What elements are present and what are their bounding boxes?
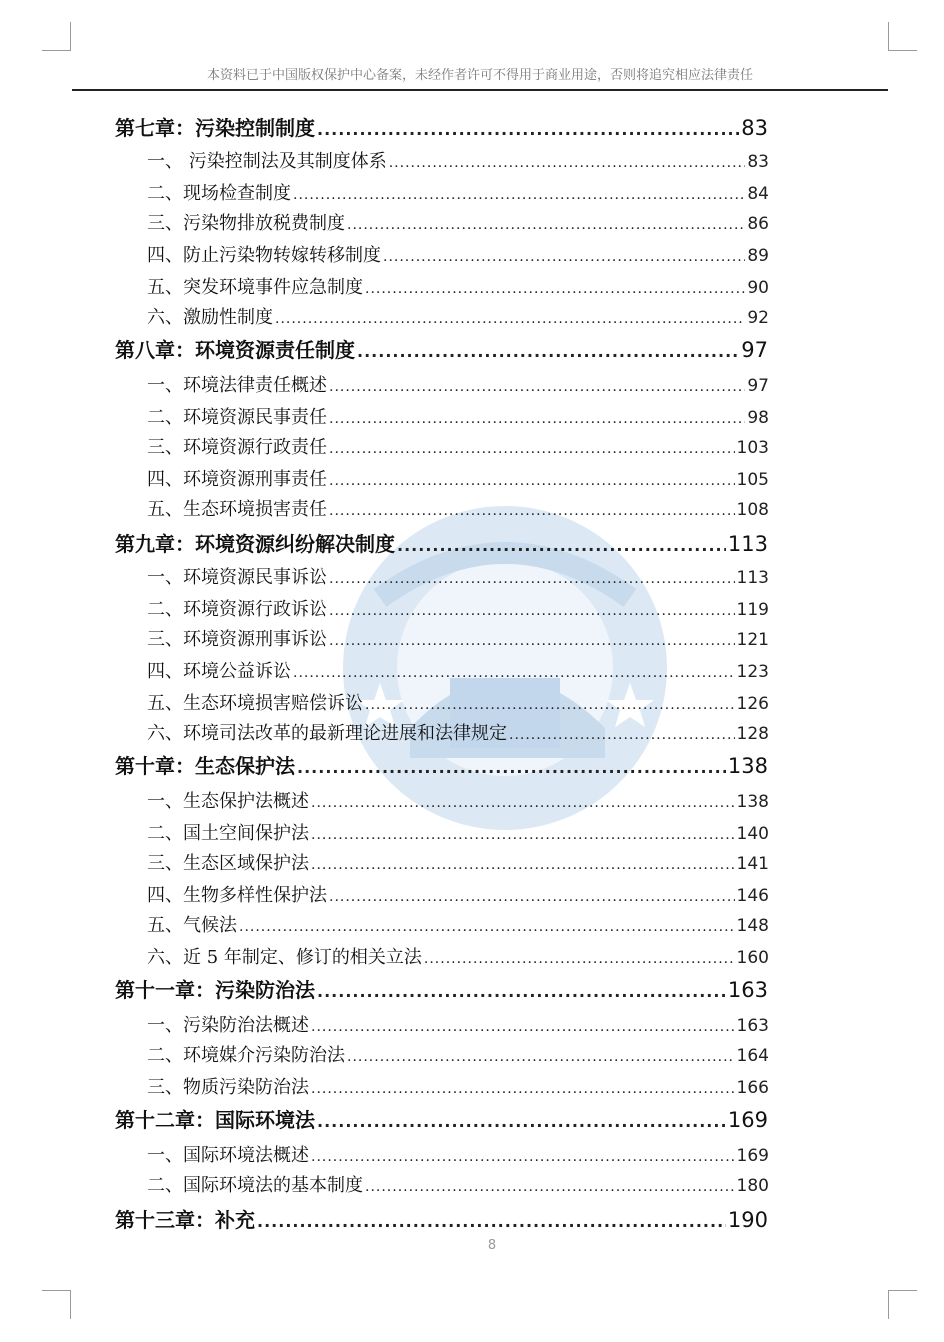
toc-chapter-entry[interactable] <box>115 750 768 779</box>
toc-entry-page: 148 <box>736 916 769 936</box>
dot-leader <box>311 795 735 811</box>
toc-entry-title: 二、国土空间保护法 <box>147 823 309 844</box>
dot-leader <box>275 311 745 327</box>
toc-entry-page: 169 <box>736 1146 769 1166</box>
toc-entry-page: 138 <box>736 792 769 812</box>
toc-entry-page: 140 <box>736 824 769 844</box>
toc-entry-page: 141 <box>736 854 769 874</box>
dot-leader <box>329 503 735 519</box>
dot-leader <box>311 857 735 873</box>
toc-entry-title: 二、环境资源行政诉讼 <box>147 599 327 620</box>
toc-chapter-entry[interactable] <box>115 1104 768 1133</box>
dot-leader <box>293 665 735 681</box>
toc-section-entry[interactable] <box>147 881 769 907</box>
dot-leader <box>329 411 745 427</box>
toc-section-entry[interactable] <box>147 943 769 969</box>
toc-entry-title: 第八章：环境资源责任制度 <box>115 338 355 362</box>
dot-leader <box>317 1112 726 1131</box>
toc-entry-page: 166 <box>736 1078 769 1098</box>
toc-entry-title: 四、防止污染物转嫁转移制度 <box>147 245 381 266</box>
toc-entry-title: 第十二章：国际环境法 <box>115 1108 315 1132</box>
toc-chapter-entry[interactable] <box>115 528 768 557</box>
toc-section-entry[interactable] <box>147 819 769 845</box>
toc-entry-page: 169 <box>727 1108 768 1132</box>
toc-entry-title: 一、环境资源民事诉讼 <box>147 567 327 588</box>
dot-leader <box>329 571 735 587</box>
toc-section-entry[interactable] <box>147 849 769 875</box>
toc-entry-title: 二、国际环境法的基本制度 <box>147 1175 363 1196</box>
toc-section-entry[interactable] <box>147 1041 769 1067</box>
toc-entry-page: 163 <box>736 1016 769 1036</box>
dot-leader <box>311 1081 735 1097</box>
toc-entry-page: 83 <box>741 116 768 140</box>
toc-entry-page: 89 <box>747 246 769 266</box>
toc-entry-title: 四、生物多样性保护法 <box>147 885 327 906</box>
toc-entry-title: 五、突发环境事件应急制度 <box>147 277 363 298</box>
dot-leader <box>311 827 735 843</box>
toc-section-entry[interactable] <box>147 1073 769 1099</box>
toc-entry-title: 三、生态区域保护法 <box>147 853 309 874</box>
dot-leader <box>357 342 739 361</box>
toc-entry-page: 108 <box>736 500 769 520</box>
toc-section-entry[interactable] <box>147 657 769 683</box>
toc-chapter-entry[interactable] <box>115 334 768 363</box>
dot-leader <box>311 1019 735 1035</box>
toc-entry-title: 一、国际环境法概述 <box>147 1145 309 1166</box>
copyright-header-note: 本资料已于中国版权保护中心备案，未经作者许可不得用于商业用途，否则将追究相应法律责任 <box>206 68 753 83</box>
dot-leader <box>389 155 746 171</box>
toc-chapter-entry[interactable] <box>115 1204 768 1233</box>
toc-section-entry[interactable] <box>147 465 769 491</box>
dot-leader <box>239 919 735 935</box>
dot-leader <box>329 889 735 905</box>
dot-leader <box>365 281 745 297</box>
toc-entry-page: 113 <box>727 532 768 556</box>
toc-section-entry[interactable] <box>147 495 769 521</box>
toc-entry-page: 86 <box>747 214 769 234</box>
dot-leader <box>329 633 735 649</box>
dot-leader <box>317 982 726 1001</box>
toc-entry-title: 第十一章：污染防治法 <box>115 978 315 1002</box>
toc-entry-page: 84 <box>747 184 769 204</box>
toc-entry-page: 83 <box>747 152 769 172</box>
toc-section-entry[interactable] <box>147 719 769 745</box>
toc-entry-title: 第七章：污染控制制度 <box>115 116 315 140</box>
toc-section-entry[interactable] <box>147 303 769 329</box>
toc-entry-page: 119 <box>736 600 769 620</box>
dot-leader <box>329 441 735 457</box>
dot-leader <box>311 1149 735 1165</box>
toc-entry-title: 第九章：环境资源纠纷解决制度 <box>115 532 395 556</box>
toc-entry-page: 128 <box>736 724 769 744</box>
dot-leader <box>329 379 745 395</box>
toc-entry-title: 一、环境法律责任概述 <box>147 375 327 396</box>
toc-entry-title: 三、物质污染防治法 <box>147 1077 309 1098</box>
toc-entry-title: 五、生态环境损害责任 <box>147 499 327 520</box>
toc-section-entry[interactable] <box>147 689 769 715</box>
toc-entry-page: 164 <box>736 1046 769 1066</box>
toc-entry-page: 98 <box>747 408 769 428</box>
dot-leader <box>365 697 735 713</box>
toc-section-entry[interactable] <box>147 241 769 267</box>
dot-leader <box>257 1212 726 1231</box>
toc-entry-title: 三、环境资源行政责任 <box>147 437 327 458</box>
toc-entry-title: 一、生态保护法概述 <box>147 791 309 812</box>
toc-section-entry[interactable] <box>147 179 769 205</box>
toc-entry-page: 92 <box>747 308 769 328</box>
dot-leader <box>509 727 735 743</box>
toc-entry-page: 160 <box>736 948 769 968</box>
toc-entry-title: 二、环境资源民事责任 <box>147 407 327 428</box>
page-number: 8 <box>487 1238 497 1253</box>
dot-leader <box>347 1049 735 1065</box>
toc-section-entry[interactable] <box>147 1171 769 1197</box>
toc-chapter-entry[interactable] <box>115 974 768 1003</box>
toc-entry-title: 一、 污染控制法及其制度体系 <box>147 151 387 172</box>
toc-entry-page: 138 <box>727 754 768 778</box>
toc-section-entry[interactable] <box>147 371 769 397</box>
toc-entry-title: 三、环境资源刑事诉讼 <box>147 629 327 650</box>
toc-section-entry[interactable] <box>147 433 769 459</box>
toc-entry-title: 三、污染物排放税费制度 <box>147 213 345 234</box>
toc-entry-title: 一、污染防治法概述 <box>147 1015 309 1036</box>
toc-entry-page: 103 <box>736 438 769 458</box>
toc-entry-page: 180 <box>736 1176 769 1196</box>
toc-entry-page: 105 <box>736 470 769 490</box>
toc-entry-page: 97 <box>741 338 768 362</box>
toc-entry-title: 二、现场检查制度 <box>147 183 291 204</box>
toc-section-entry[interactable] <box>147 209 769 235</box>
toc-section-entry[interactable] <box>147 787 769 813</box>
dot-leader <box>397 536 726 555</box>
dot-leader <box>424 951 735 967</box>
toc-chapter-entry[interactable] <box>115 112 768 141</box>
toc-entry-title: 六、环境司法改革的最新理论进展和法律规定 <box>147 723 507 744</box>
toc-section-entry[interactable] <box>147 625 769 651</box>
dot-leader <box>383 249 745 265</box>
toc-entry-page: 190 <box>727 1208 768 1232</box>
dot-leader <box>317 120 739 139</box>
dot-leader <box>347 217 745 233</box>
toc-entry-title: 四、环境资源刑事责任 <box>147 469 327 490</box>
toc-section-entry[interactable] <box>147 563 769 589</box>
toc-section-entry[interactable] <box>147 1011 769 1037</box>
toc-entry-page: 113 <box>736 568 769 588</box>
toc-entry-title: 二、环境媒介污染防治法 <box>147 1045 345 1066</box>
dot-leader <box>293 187 745 203</box>
toc-entry-title: 五、气候法 <box>147 915 237 936</box>
toc-entry-title: 第十三章：补充 <box>115 1208 255 1232</box>
toc-section-entry[interactable] <box>147 273 769 299</box>
toc-entry-page: 121 <box>736 630 769 650</box>
toc-section-entry[interactable] <box>147 1141 769 1167</box>
toc-entry-page: 163 <box>727 978 768 1002</box>
toc-entry-title: 六、激励性制度 <box>147 307 273 328</box>
toc-entry-page: 97 <box>747 376 769 396</box>
dot-leader <box>329 473 735 489</box>
toc-entry-title: 第十章：生态保护法 <box>115 754 295 778</box>
dot-leader <box>329 603 735 619</box>
toc-entry-title: 六、近 5 年制定、修订的相关立法 <box>147 947 422 968</box>
toc-entry-page: 146 <box>736 886 769 906</box>
toc-entry-page: 123 <box>736 662 769 682</box>
toc-entry-page: 126 <box>736 694 769 714</box>
toc-entry-title: 五、生态环境损害赔偿诉讼 <box>147 693 363 714</box>
toc-section-entry[interactable] <box>147 147 769 173</box>
dot-leader <box>297 758 726 777</box>
toc-entry-title: 四、环境公益诉讼 <box>147 661 291 682</box>
dot-leader <box>365 1179 735 1195</box>
toc-section-entry[interactable] <box>147 595 769 621</box>
toc-entry-page: 90 <box>747 278 769 298</box>
toc-section-entry[interactable] <box>147 403 769 429</box>
toc-section-entry[interactable] <box>147 911 769 937</box>
